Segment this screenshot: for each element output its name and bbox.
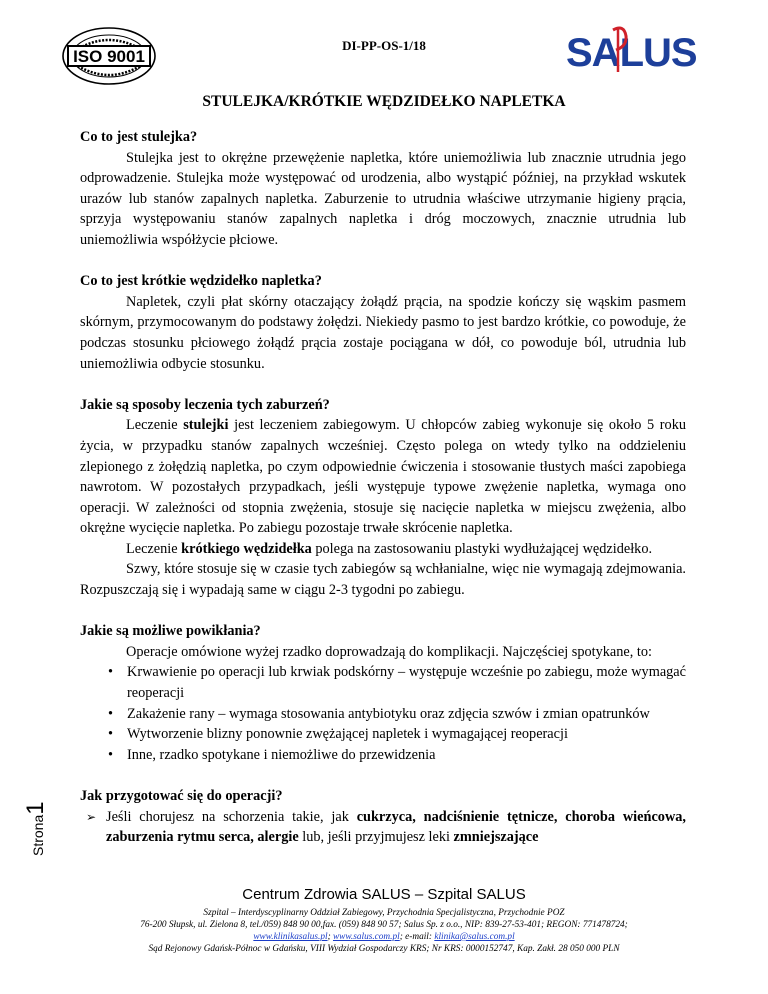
answer-paragraph: Szwy, które stosuje się w czasie tych zabiegów są wchłanialne, więc nie wymagają zdejmowania. Rozpuszczają się i wypadają same w ciągu 2-3 tygodni po zabiegu.: [80, 561, 686, 599]
list-item: • Inne, rzadko spotykane i niemożliwe do przewidzenia: [80, 745, 686, 766]
page-number-label: Strona1: [22, 801, 49, 856]
footer-title: Centrum Zdrowia SALUS – Szpital SALUS: [242, 886, 526, 903]
footer-line: Szpital – Interdyscyplinarny Oddział Zabiegowy, Przychodnia Specjalistyczna, Przychodnie POZ: [203, 908, 565, 918]
arrow-bullet-icon: ➢: [86, 809, 97, 824]
list-item: ➢ Jeśli chorujesz na schorzenia takie, jak cukrzyca, nadciśnienie tętnicze, choroba wieńcowa, zaburzenia rytmu serca, alergie lub, jeśli przyjmujesz leki zmniejszające: [86, 808, 686, 846]
footer-line: www.klinikasalus.pl; www.salus.com.pl; e-mail: klinika@salus.com.pl: [253, 932, 515, 942]
list-item: • Zakażenie rany – wymaga stosowania antybiotyku oraz zdjęcia szwów i zmian opatrunków: [80, 704, 686, 725]
list-item: • Krwawienie po operacji lub krwiak podskórny – występuje wcześnie po zabiegu, może wymagać reoperacji: [80, 662, 686, 703]
question-heading: Jakie są możliwe powikłania?: [80, 623, 261, 640]
website-link[interactable]: www.salus.com.pl: [332, 932, 400, 942]
document-code: DI-PP-OS-1/18: [342, 38, 426, 53]
list-item: • Wytworzenie blizny ponownie zwężającej napletek i wymagającej reoperacji: [80, 724, 686, 745]
answer-paragraph: Operacje omówione wyżej rzadko doprowadzają do komplikacji. Najczęściej spotykane, to:: [126, 643, 653, 660]
footer-details: [0, 907, 768, 955]
email-link[interactable]: klinika@salus.com.pl: [434, 932, 515, 942]
complications-list: [80, 662, 686, 765]
question-heading: Co to jest krótkie wędzidełko napletka?: [80, 273, 322, 290]
answer-paragraph: Stulejka jest to okrężne przewężenie napletka, które uniemożliwia lub znacznie utrudnia jego odprowadzenie. Stulejka może występować od urodzenia, albo wystąpić później, na przykład wskutek urazów lub stanów zapalnych napletka. Zaburzenie to utrudnia właściwe utrzymanie higieny prącia, sprzyja występowaniu stanów zapalnych napletka i dróg moczowych, znacznie utrudnia lub uniemożliwia współżycie płciowe.: [80, 149, 686, 248]
question-heading: Jak przygotować się do operacji?: [80, 788, 283, 804]
footer-line: 76-200 Słupsk, ul. Zielona 8, tel./059) 848 90 00,fax. (059) 848 90 57; Salus Sp. z o.o., NIP: 839-27-53-401; REGON: 771478724;: [140, 920, 628, 930]
answer-paragraph: Leczenie krótkiego wędzidełka polega na zastosowaniu plastyki wydłużającej wędzidełko.: [126, 540, 653, 557]
iso-9001-logo: [60, 26, 158, 86]
answer-paragraph: Leczenie stulejki jest leczeniem zabiegowym. U chłopców zabieg wykonuje się około 5 roku życia, w przypadku stanów zapalnych wcześniej. Często polega on wtedy tylko na oddzieleniu zlepionego z żołędzią napletka, po czym odpowiednie ćwiczenia i stosowanie tłustych maści zapobiega nawrotom. W pozostałych przypadkach, jeśli występuje typowe zwężenie napletka, wymaga ono operacji. W zależności od stopnia zwężenia, stosuje się nacięcie napletka w miejscu zwężenia, albo okrężne wycięcie napletka. Po zabiegu pozostaje trwałe skrócenie napletka.: [80, 417, 687, 537]
iso-logo-text: ISO 9001: [73, 47, 145, 66]
salus-logo-text: SALUS: [566, 31, 696, 75]
salus-logo: [566, 26, 696, 76]
question-heading: Jakie są sposoby leczenia tych zaburzeń?: [80, 396, 330, 413]
question-heading: Co to jest stulejka?: [80, 129, 198, 145]
footer-line: Sąd Rejonowy Gdańsk-Północ w Gdańsku, VIII Wydział Gospodarczy KRS; Nr KRS: 0000152747, Kap. Zakł. 28 050 000 PLN: [148, 944, 620, 954]
document-body: [80, 127, 686, 848]
answer-paragraph: Napletek, czyli płat skórny otaczający żołądź prącia, na spodzie kończy się wąskim pasmem skórnym, przymocowanym do podstawy żołędzi. Niekiedy pasmo to jest bardzo krótkie, co powoduje, że podczas stosunku płciowego żołądź prącia zostaje pociągana w dół, co powoduje ból, utrudnia lub uniemożliwia odbycie stosunku.: [80, 293, 686, 372]
website-link[interactable]: www.klinikasalus.pl: [253, 932, 328, 942]
page-title: STULEJKA/KRÓTKIE WĘDZIDEŁKO NAPLETKA: [202, 93, 566, 110]
